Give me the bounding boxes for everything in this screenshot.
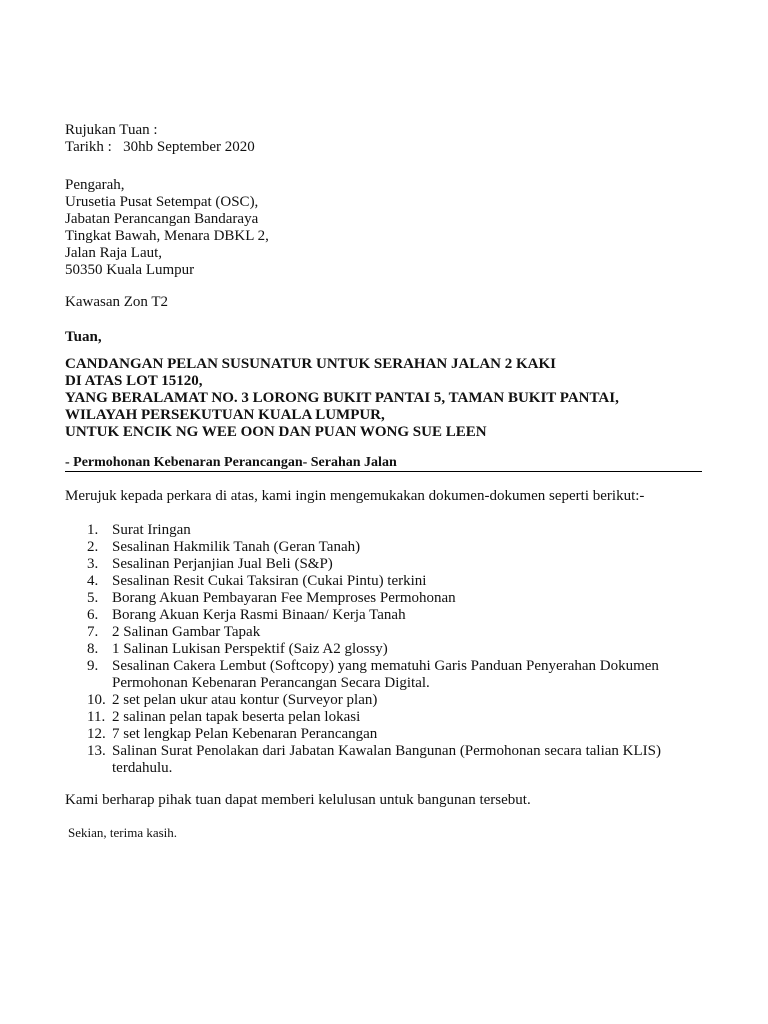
list-item-number: 13.	[87, 743, 106, 759]
list-item-text: Sesalinan Resit Cukai Taksiran (Cukai Pintu) terkini	[112, 573, 427, 589]
intro-paragraph: Merujuk kepada perkara di atas, kami ingin mengemukakan dokumen-dokumen seperti berikut:-	[65, 488, 645, 504]
list-item-text: Borang Akuan Pembayaran Fee Memproses Permohonan	[112, 590, 456, 606]
list-item-continuation: Permohonan Kebenaran Perancangan Secara Digital.	[112, 675, 430, 691]
list-item	[87, 624, 260, 641]
salutation: Tuan,	[65, 329, 102, 345]
list-item	[87, 573, 426, 590]
subject-line-5: UNTUK ENCIK NG WEE OON DAN PUAN WONG SUE LEEN	[65, 424, 487, 440]
recipient-line-5: Jalan Raja Laut,	[65, 245, 163, 261]
list-item-number: 11.	[87, 709, 106, 725]
list-item	[87, 556, 333, 573]
closing-paragraph: Kami berharap pihak tuan dapat memberi kelulusan untuk bangunan tersebut.	[65, 792, 531, 808]
list-item-text: 2 salinan pelan tapak beserta pelan lokasi	[112, 709, 361, 725]
list-item-number: 3.	[87, 556, 99, 572]
list-item-number: 12.	[87, 726, 106, 742]
recipient-line-4: Tingkat Bawah, Menara DBKL 2,	[65, 228, 269, 244]
list-item-text: Salinan Surat Penolakan dari Jabatan Kawalan Bangunan (Permohonan secara talian KLIS)	[112, 743, 661, 759]
date-value: 30hb September 2020	[123, 139, 255, 155]
recipient-line-1: Pengarah,	[65, 177, 125, 193]
subject-line-3: YANG BERALAMAT NO. 3 LORONG BUKIT PANTAI 5, TAMAN BUKIT PANTAI,	[65, 390, 619, 406]
list-item-number: 5.	[87, 590, 99, 606]
list-item	[87, 590, 456, 607]
list-item-text: 2 set pelan ukur atau kontur (Surveyor plan)	[112, 692, 378, 708]
list-item	[87, 522, 191, 539]
list-item-text: Surat Iringan	[112, 522, 191, 538]
list-item-text: Sesalinan Perjanjian Jual Beli (S&P)	[112, 556, 333, 572]
list-item	[87, 726, 377, 743]
signoff: Sekian, terima kasih.	[68, 825, 178, 840]
list-item-number: 9.	[87, 658, 99, 674]
list-item-continuation: terdahulu.	[112, 760, 173, 776]
list-item-text: Sesalinan Hakmilik Tanah (Geran Tanah)	[112, 539, 361, 555]
subject-line-4: WILAYAH PERSEKUTUAN KUALA LUMPUR,	[65, 407, 385, 423]
recipient-line-2: Urusetia Pusat Setempat (OSC),	[65, 194, 259, 210]
list-item	[87, 743, 661, 760]
zone-line: Kawasan Zon T2	[65, 294, 169, 310]
subject-line-2: DI ATAS LOT 15120,	[65, 373, 203, 389]
list-item	[87, 607, 406, 624]
list-item-text: Borang Akuan Kerja Rasmi Binaan/ Kerja Tanah	[112, 607, 406, 623]
list-item-text: 2 Salinan Gambar Tapak	[112, 624, 261, 640]
list-item-number: 7.	[87, 624, 99, 640]
date-label: Tarikh :	[65, 139, 112, 155]
list-item-text: 1 Salinan Lukisan Perspektif (Saiz A2 glossy)	[112, 641, 388, 657]
list-item-number: 2.	[87, 539, 99, 555]
list-item	[87, 692, 377, 709]
list-item	[87, 641, 388, 658]
list-item-number: 10.	[87, 692, 106, 708]
list-item-number: 1.	[87, 522, 99, 538]
list-item	[87, 539, 360, 556]
list-item-text: Sesalinan Cakera Lembut (Softcopy) yang mematuhi Garis Panduan Penyerahan Dokumen	[112, 658, 659, 674]
recipient-line-6: 50350 Kuala Lumpur	[65, 262, 195, 278]
list-item-number: 4.	[87, 573, 99, 589]
list-item-text: 7 set lengkap Pelan Kebenaran Perancangan	[112, 726, 378, 742]
list-item	[87, 658, 659, 675]
reference-line: Rujukan Tuan :	[65, 122, 158, 138]
subtitle: - Permohonan Kebenaran Perancangan- Serahan Jalan	[65, 455, 397, 470]
list-item	[87, 709, 360, 726]
recipient-line-3: Jabatan Perancangan Bandaraya	[65, 211, 259, 227]
date-line	[65, 139, 255, 156]
list-item-number: 6.	[87, 607, 99, 623]
subtitle-underline	[65, 471, 702, 472]
list-item-number: 8.	[87, 641, 99, 657]
subject-line-1: CANDANGAN PELAN SUSUNATUR UNTUK SERAHAN JALAN 2 KAKI	[65, 356, 557, 372]
